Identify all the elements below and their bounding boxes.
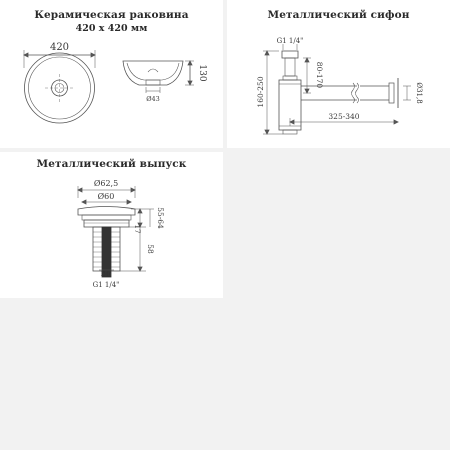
siphon-diameter-label: Ø31,8 xyxy=(415,82,423,104)
siphon-inlet-nut xyxy=(282,51,298,58)
sink-height-label: 130 xyxy=(197,64,207,82)
drain-outer-label: Ø62,5 xyxy=(93,179,119,188)
siphon-panel xyxy=(227,0,450,148)
sink-title: Керамическая раковина xyxy=(34,9,189,21)
sink-subtitle: 420 x 420 мм xyxy=(75,23,148,34)
siphon-wall-flange xyxy=(389,83,394,103)
drain-drawing xyxy=(0,152,223,298)
drain-cap xyxy=(78,207,135,216)
sink-top-outer xyxy=(25,53,95,123)
drain-panel xyxy=(0,152,223,298)
siphon-drawing xyxy=(227,0,450,148)
siphon-total-height-label: 160-250 xyxy=(256,76,265,108)
drain-bolt-label: M6 xyxy=(100,270,112,278)
drain-body-label: 55-64 xyxy=(156,207,165,229)
siphon-thread-label: G1 1/4" xyxy=(276,37,304,45)
sink-drain-label: Ø43 xyxy=(146,95,160,103)
drain-inner-label: Ø60 xyxy=(97,192,115,201)
siphon-length-label: 325-340 xyxy=(328,112,360,121)
sink-panel xyxy=(0,0,223,148)
sink-width-label: 420 xyxy=(49,42,70,53)
siphon-inlet-height-label: 80-170 xyxy=(315,61,324,89)
drain-lower-label: 58 xyxy=(146,244,155,254)
drain-title: Металлический выпуск xyxy=(36,158,187,170)
drain-thread-label: G1 1/4" xyxy=(92,281,120,289)
drain-flange xyxy=(84,220,129,227)
drain-top-label: 17 xyxy=(133,224,141,234)
sink-drawing xyxy=(0,0,223,148)
siphon-title: Металлический сифон xyxy=(267,9,410,21)
